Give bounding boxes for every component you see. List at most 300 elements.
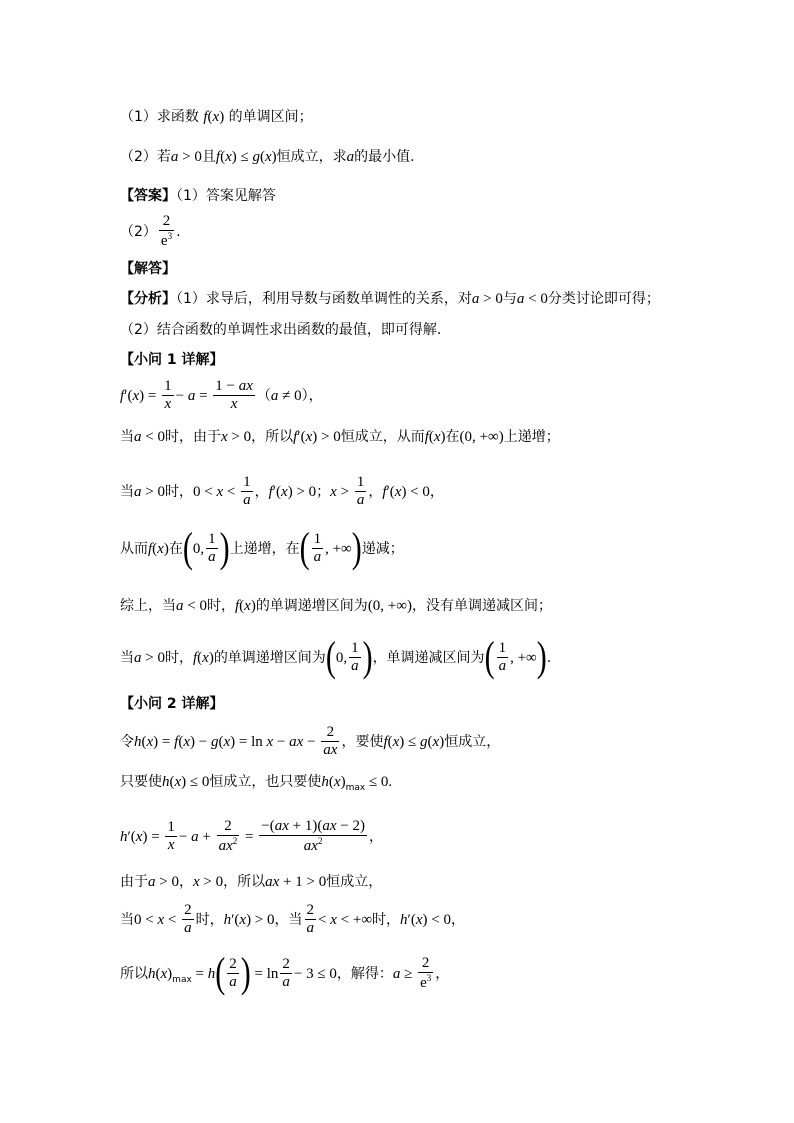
math-token: a [170,149,179,165]
math-token: ) < 0 [422,911,451,928]
math-token [217,818,240,856]
text-fragment: 当 [120,911,134,928]
math-token: − [303,733,320,750]
math-token [227,956,239,992]
math-token: , +∞ [510,649,537,666]
text-fragment: ，解得： [336,965,393,982]
math-token: > 0 [155,874,179,890]
math-token: h [148,965,156,982]
math-token [213,378,255,414]
math-token: a [176,598,184,614]
math-token: ) − [189,733,211,750]
math-token: > 0 [199,874,224,890]
text-fragment: . [546,649,552,666]
text-fragment: 恒成立，求 [276,149,347,165]
math-token: ) > 0 [246,911,275,928]
text-fragment: 的单调递增区间为 [255,598,368,614]
answer-header [120,189,276,203]
math-token: ( [218,733,224,750]
math-token: < [318,911,331,928]
math-token: ( [207,109,213,125]
math-token: 2 [321,724,339,742]
math-token: 1 [355,474,367,492]
math-token: ′( [124,387,133,404]
text-fragment: 在 [445,429,460,445]
math-token: ( [387,733,393,750]
math-token: 1 [206,531,218,549]
text-fragment: ( [299,524,310,572]
math-token: 0 < [192,483,217,500]
math-token: ( [328,774,334,790]
math-token: x [330,483,337,500]
math-token: 1 [349,640,361,658]
math-token [259,818,367,856]
math-token: ax [323,742,338,759]
text-fragment: 由于 [192,429,221,445]
math-token: a [351,658,359,675]
text-fragment: 由于 [120,874,148,890]
sub2-header [120,697,224,711]
monotonic-conclusion [120,524,404,572]
text-fragment: 只要使 [120,774,162,790]
text-fragment: max [345,783,366,793]
math-token: $e^3$ [420,973,432,992]
math-token: 2 [182,902,194,920]
text-fragment: 令 [120,733,134,750]
math-token: < 0 [141,429,165,445]
text-fragment: ， [254,483,269,500]
math-token [280,956,292,992]
math-token: x [225,149,232,165]
math-token: x [394,483,402,500]
math-token: ′( [386,483,395,500]
math-token: f [293,429,298,445]
text-fragment: ，所以 [251,429,294,445]
math-token: ) = [153,733,175,750]
math-token [418,955,433,993]
math-token: a [187,387,196,404]
math-token: x [216,483,224,500]
math-token: < [223,483,240,500]
math-token: ( [141,733,147,750]
math-token: a [346,149,355,165]
math-token: x [132,387,140,404]
math-token: f [383,733,388,750]
math-token: ) = ln [230,733,267,750]
math-token: x [266,733,274,750]
math-token: a [208,549,216,566]
math-token: ≠ 0 [278,387,302,404]
math-token: x [392,733,400,750]
math-token: h [207,965,216,982]
math-token: h [223,911,232,928]
answer-2 [120,213,181,251]
math-token: x [305,429,313,445]
math-token: ≥ [400,965,417,982]
math: f [203,109,208,125]
text-fragment: ) [536,633,547,681]
text-fragment: ，所以 [223,874,266,890]
math-token: ) = [142,828,164,845]
math-token: + 1 > 0 [279,874,327,890]
math-token: x [167,837,175,854]
math-token: ) ≤ 0 [181,774,210,790]
math-token: ) > 0 [312,429,341,445]
math-token: a [134,649,142,666]
math-token: ( [220,149,226,165]
summary-1 [120,599,552,614]
math-token: 1 [312,531,324,549]
math-token: > 0 [141,649,165,666]
math-token: ( [197,649,203,666]
math-token: 2 [418,955,433,973]
h-definition [120,724,500,760]
text-fragment: 的单调递增区间为 [213,649,326,666]
math-token: − [273,733,290,750]
math-token: f [382,483,387,500]
math-token [349,640,361,676]
math-token: a [498,658,507,675]
text-fragment: 分类讨论即可得； [547,291,660,307]
math-token: a [148,874,156,890]
text-fragment: 当 [120,429,134,445]
text-fragment: ，当 [274,911,303,928]
math-token: 2 [305,902,317,920]
math-token: h [400,911,408,928]
text-fragment: 2 [232,836,238,847]
math-token: ′( [127,828,136,845]
text-fragment: ， [450,911,465,928]
math-token: a [306,920,315,937]
math-token: = [191,965,208,982]
math-token: ) [208,649,214,666]
math-token: g [252,149,260,165]
text-fragment: 递减； [361,540,404,557]
text-fragment: 综上，当 [120,598,176,614]
math-token: x [157,911,165,928]
math-token [159,213,174,251]
need-line [120,775,392,793]
text-fragment: （1）求导后，利用导数与函数单调性的关系，对 [176,291,472,307]
math-token: < [164,911,181,928]
math-token: > 0 [141,483,165,500]
math-token: ( [152,540,158,557]
math-token: < +∞ [336,911,373,928]
analysis-1 [120,292,660,307]
case-a-positive [120,474,444,510]
math-token: − [175,387,188,404]
math-token: ) [440,429,446,445]
text-fragment: 在 [168,540,183,557]
math-token: 1 [165,819,177,837]
text-fragment: 【小问 2 详解】 [120,696,224,712]
math-token: ( [428,429,434,445]
math-token: a [184,920,192,937]
case-a-negative [120,430,560,445]
math-token: f [120,387,125,404]
math-token [355,474,367,510]
question-2 [120,150,415,165]
math-token: < 0 [524,291,548,307]
math-token [165,819,177,855]
text-fragment: 上递增； [503,429,560,445]
text-fragment: ( [325,633,336,681]
math-token: g [420,733,428,750]
math-token: ) [340,774,346,790]
math-token: 0 < [134,911,158,928]
text-fragment: 2 [317,836,323,847]
math-token: x [333,774,341,790]
math-token: 1 − ax [213,378,255,396]
math-token: x [212,109,220,125]
math-token: f [268,483,273,500]
math-token: 1 [497,640,509,658]
math-token: 1 [241,474,253,492]
math-token: + [198,828,215,845]
text-fragment: ) [219,524,230,572]
math-token: > 0 [227,429,252,445]
math-token: ( [259,149,265,165]
math-token: 1 [162,378,174,396]
text-fragment: ， [178,874,193,890]
text-fragment: 上递增，在 [229,540,300,557]
math-token: x [220,429,228,445]
math-token: x [160,965,168,982]
math-token: a [471,291,480,307]
math-token: x [223,733,231,750]
text-fragment: 恒成立， [326,874,383,890]
math-token: a [356,492,365,509]
text-fragment: ( [484,633,495,681]
math-token: (0, +∞) [367,598,412,614]
result-line [120,949,450,997]
math-token: h [162,774,170,790]
math-token: ′( [407,911,416,928]
text-fragment: ， [429,483,444,500]
text-fragment: 时， [164,429,193,445]
math-token: ′( [272,483,282,500]
summary-2 [120,633,552,681]
math-token: x [202,649,209,666]
math-token [305,902,317,938]
text-fragment: 【答案】 [120,188,176,204]
text-fragment: . [176,223,181,240]
hprime-line [120,818,383,856]
math-token: f [192,649,198,666]
math-token: ) [271,149,277,165]
text-fragment: ； [316,483,331,500]
text-fragment: ) [240,949,251,997]
text-fragment: 时， [164,483,193,500]
text-fragment: 时， [372,911,401,928]
math-token: ) [167,965,173,982]
text-fragment: （ [256,387,271,404]
text-fragment: 3 [426,973,432,984]
math-token: = [195,387,212,404]
text-fragment: ，单调递减区间为 [372,649,485,666]
text-fragment: 恒成立， [340,429,397,445]
math-token: ( [427,733,433,750]
question-1 [120,110,313,125]
math-token: h [120,828,128,845]
math-token: 2 [159,213,174,231]
math-token: a [229,974,237,991]
math-token: ) [439,733,445,750]
math-token: f [234,598,240,614]
solution-header [120,262,176,276]
text-fragment: 时， [195,911,224,928]
math-token: ax [265,874,280,890]
math-token: ) [163,540,169,557]
math-token: ′( [231,911,240,928]
math-token: 2 [227,956,239,974]
math-token [241,474,253,510]
math-token: ) = [139,387,161,404]
text-fragment: 恒成立，也只要使 [209,774,322,790]
text-fragment: 时， [164,649,193,666]
math-token: ′( [297,429,306,445]
text-fragment: 【分析】 [120,291,176,307]
math-token: h [321,774,329,790]
math-token [497,640,509,676]
math-token: a [270,387,279,404]
math-token: > [336,483,353,500]
text-fragment: （1）求函数 [120,109,199,125]
math-token: ( [239,598,245,614]
math-token: 2 [217,818,240,836]
sub1-header [120,353,224,367]
text-fragment: 恒成立， [444,733,501,750]
math-token: x [183,733,190,750]
text-fragment: 且 [201,149,216,165]
text-fragment: （2）结合函数的单调性求出函数的最值，即可得解. [120,322,442,338]
math-token [312,531,324,567]
math-token: ) ≤ [231,149,253,165]
math-token: 0, [192,540,205,557]
math-token: x [157,540,164,557]
math-token: , +∞ [325,540,352,557]
math-token: > 0 [479,291,503,307]
math-token: ) [219,109,225,125]
math-token: = [241,828,258,845]
math-token: a [392,965,401,982]
text-fragment: ( [215,949,226,997]
math-token [182,902,194,938]
text-fragment: 的最小值. [354,149,415,165]
math-token: ) < 0 [401,483,430,500]
math-token: ) ≤ [399,733,421,750]
math-token: f [174,733,179,750]
math-token: ax [289,733,304,750]
math-token: x [330,911,337,928]
math-token: x [192,874,200,890]
math-token: a [313,549,322,566]
math-token: a [282,974,290,991]
math-token: a [134,429,142,445]
math-token: − 3 ≤ 0 [293,965,337,982]
text-fragment: ， [368,483,383,500]
text-fragment: 时， [206,598,235,614]
math-token: ( [155,965,161,982]
math-token: x [432,733,440,750]
text-fragment: 从而 [396,429,425,445]
math-token: ( [169,774,175,790]
math-token: x [239,911,247,928]
text-fragment: 【解答】 [120,261,176,277]
math-token: < 0 [183,598,207,614]
text-fragment: ，要使 [341,733,384,750]
math-token: x [433,429,441,445]
text-fragment: ， [368,828,383,845]
math-token: h [134,733,142,750]
text-fragment: ）， [301,387,323,404]
math-token: − [178,828,192,845]
text-fragment: 的单调区间； [228,109,313,125]
when-line [120,902,465,938]
math-token: > 0 [178,149,202,165]
math-token: x [264,149,272,165]
math-token [321,724,339,760]
text-fragment: 当 [120,649,134,666]
math-token: ) [250,598,256,614]
math-token: $ax^2$ [303,836,323,855]
text-fragment: （1）答案见解答 [176,188,276,204]
since-line [120,875,382,890]
text-fragment: ( [182,524,193,572]
math-token: 0, [335,649,348,666]
text-fragment: ) [351,524,362,572]
math-token: f [148,540,153,557]
text-fragment: ， [435,965,450,982]
math-token: a [516,291,525,307]
text-fragment: 从而 [120,540,148,557]
math-token: x [244,598,251,614]
math-token: ) > 0 [287,483,317,500]
math-token [162,378,174,414]
math-token: f [215,149,221,165]
math-token: g [210,733,219,750]
math-token: x [281,483,288,500]
math-token: x [135,828,143,845]
math-token: a [191,828,199,845]
analysis-2 [120,323,441,337]
text-fragment: ) [362,633,373,681]
math-token [206,531,218,567]
math-token: $ax^2$ [218,836,238,855]
math-token: ≤ 0. [365,774,393,790]
math-token: f [424,429,429,445]
math-token: 2 [280,956,292,974]
text-fragment: 当 [120,483,134,500]
math-token: x [230,396,238,413]
text-fragment: 3 [167,231,173,242]
text-fragment: （2） [120,223,157,240]
math-token: a [243,492,251,509]
math-token: x [146,733,154,750]
text-fragment: 【小问 1 详解】 [120,352,224,368]
math-token: (0, +∞) [459,429,504,445]
text-fragment: ，没有单调递减区间； [411,598,552,614]
math-token: = ln [250,965,279,982]
text-fragment: max [172,974,192,985]
math-token: ( [178,733,184,750]
math-token: x [415,911,423,928]
math-token: x [174,774,182,790]
math-token: $e^3$ [160,231,173,250]
text-fragment: 与 [502,291,517,307]
text-fragment: 所以 [120,965,148,982]
math-token: −(ax + 1)(ax − 2) [259,818,367,836]
